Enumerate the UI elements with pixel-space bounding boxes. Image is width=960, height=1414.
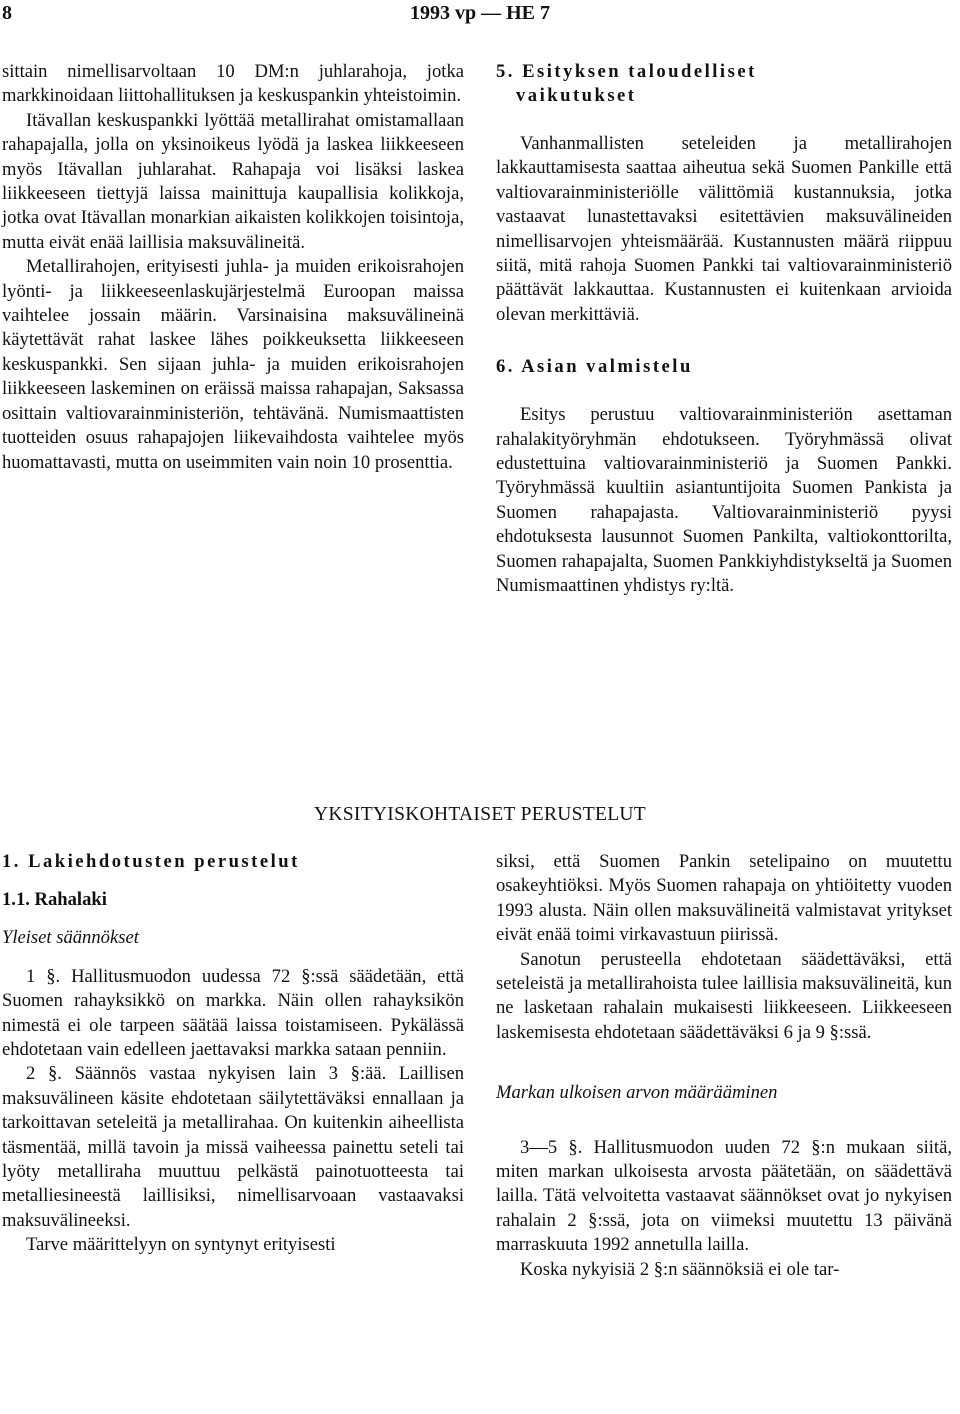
running-head: 1993 vp — HE 7 bbox=[409, 2, 551, 24]
paragraph: Itävallan keskuspankki lyöttää metallirahat omistamallaan rahapajalla, jolla on yksinoikeus lyödä ja laskea liikkeeseen myös Itävallan juhlarahat. Rahapaja voi lisäksi laskea liikkeeseen tiettyjä laissa mainittuja kaupallisia kolikkoja, jotka ovat Itävallan monarkian aikaisten kolikkojen toisintoja, mutta eivät enää laillisia maksuvälineitä. bbox=[2, 109, 464, 253]
paragraph: 1 §. Hallitusmuodon uudessa 72 §:ssä säädetään, että Suomen rahayksikkö on markka. Näin ollen rahayksikön nimestä ei ole tarpeen säätää laissa toistamiseen. Pykälässä ehdotetaan vain edelleen jaettavaksi markka sataan penniin. bbox=[2, 965, 464, 1061]
section-6-text: Esitys perustuu valtiovarainministeriön asettaman rahalakityöryhmän ehdotukseen. Työryhmässä olivat edustettuina valtiovarainministeriö ja Suomen Pankki. Työryhmässä kuultiin asiantuntijoita Suomen Pankista ja Suomen rahapajasta. Valtiovarainministeriö pyysi ehdotuksesta lausunnot Suomen Pankilta, valtiokonttorilta, Suomen rahapajalta, Suomen Pankkiyhdistykseltä ja Suomen Numismaattinen yhdistys ry:ltä. bbox=[496, 404, 952, 597]
right-column-top bbox=[496, 60, 952, 599]
section-5-heading-line-1: 5. Esityksen taloudelliset bbox=[496, 61, 757, 82]
paragraph: Tarve määrittelyyn on syntynyt erityisesti bbox=[26, 1234, 336, 1256]
section-6-heading: 6. Asian valmistelu bbox=[496, 356, 693, 378]
subheading: Markan ulkoisen arvon määrääminen bbox=[496, 1082, 778, 1104]
section-5-heading bbox=[496, 60, 952, 108]
subheading: Yleiset säännökset bbox=[2, 927, 139, 949]
major-heading: YKSITYISKOHTAISET PERUSTELUT bbox=[313, 804, 647, 825]
right-column-bottom bbox=[496, 850, 952, 1282]
paragraph: Koska nykyisiä 2 §:n säännöksiä ei ole tar- bbox=[520, 1258, 840, 1280]
paragraph: Sanotun perusteella ehdotetaan säädettäväksi, että seteleistä ja metallirahoista tulee laillisia maksuvälineitä, kun ne lasketaan rahalain mukaisesti liikkeeseen. Liikkeeseen laskemisesta ehdotetaan säädettäväksi 6 ja 9 §:ssä. bbox=[496, 948, 952, 1043]
left-column-top bbox=[2, 60, 464, 475]
paragraph: 3—5 §. Hallitusmuodon uuden 72 §:n mukaan siitä, miten markan ulkoisesta arvosta päätetään, on säädettävä lailla. Tätä velvoitetta vastaavat säännökset ovat jo nykyisen rahalain 2 §:ssä, jota on viimeksi muutettu 13 päivänä marraskuuta 1992 annetulla lailla. bbox=[496, 1136, 952, 1256]
left-column-bottom bbox=[2, 850, 464, 1258]
paragraph: 2 §. Säännös vastaa nykyisen lain 3 §:ää. Laillisen maksuvälineen käsite ehdotetaan säilytettäväksi ennallaan ja tarkoittavan seteleitä ja metallirahaa. On kuitenkin aiheellista täsmentää, millä tavoin ja missä vaiheessa painettu seteli tai lyöty metalliraha muuttuu pelkästä painotuotteesta tai metalliesineestä laillisiksi, nimellisarvoaan vastaavaksi maksuvälineeksi. bbox=[2, 1063, 464, 1231]
paragraph: siksi, että Suomen Pankin setelipaino on muutettu osakeyhtiöksi. Myös Suomen rahapaja on yhtiöitetty vuoden 1993 alusta. Näin ollen maksuvälineitä valmistavat yritykset eivät enää toimi virkavastuun piirissä. bbox=[496, 851, 952, 946]
paragraph: sittain nimellisarvoltaan 10 DM:n juhlarahoja, jotka markkinoidaan liittohallituksen ja keskuspankin yhteistoimin. bbox=[2, 61, 464, 107]
section-5-text: Vanhanmallisten seteleiden ja metallirahojen lakkauttamisesta saattaa aiheutua sekä Suomen Pankille että valtiovarainministeriölle välittömiä kustannuksia, jotka vastaavat lunastettavaksi esitettävien maksuvälineiden nimellisarvojen yhteismäärää. Kustannusten määrä riippuu siitä, mitä rahoja Suomen Pankki tai valtiovarainministeriö päättävät lakkauttaa. Kustannusten ei kuitenkaan arvioida olevan merkittäviä. bbox=[496, 133, 952, 325]
heading-1-1: 1.1. Rahalaki bbox=[2, 889, 107, 910]
paragraph: Metallirahojen, erityisesti juhla- ja muiden erikoisrahojen lyönti- ja liikkeeseenlaskujärjestelmä Euroopan maissa vaihtelee jossain määrin. Varsinaisina maksuvälineinä käytettävät rahat laskee lähes poikkeuksetta liikkeeseen keskuspankki. Sen sijaan juhla- ja muiden erikoisrahojen liikkeeseen laskeminen on eräissä maissa rahapajan, Saksassa osittain valtiovarainministeriön, tehtävänä. Numismaattisten tuotteiden osuus rahapajojen liikevaihdosta vaihtelee myös huomattavasti, mutta on useimmiten vain noin 10 prosenttia. bbox=[2, 256, 464, 473]
section-5-heading-line-2: vaikutukset bbox=[516, 85, 637, 106]
heading-1: 1. Lakiehdotusten perustelut bbox=[2, 851, 300, 872]
page-number: 8 bbox=[2, 2, 12, 24]
